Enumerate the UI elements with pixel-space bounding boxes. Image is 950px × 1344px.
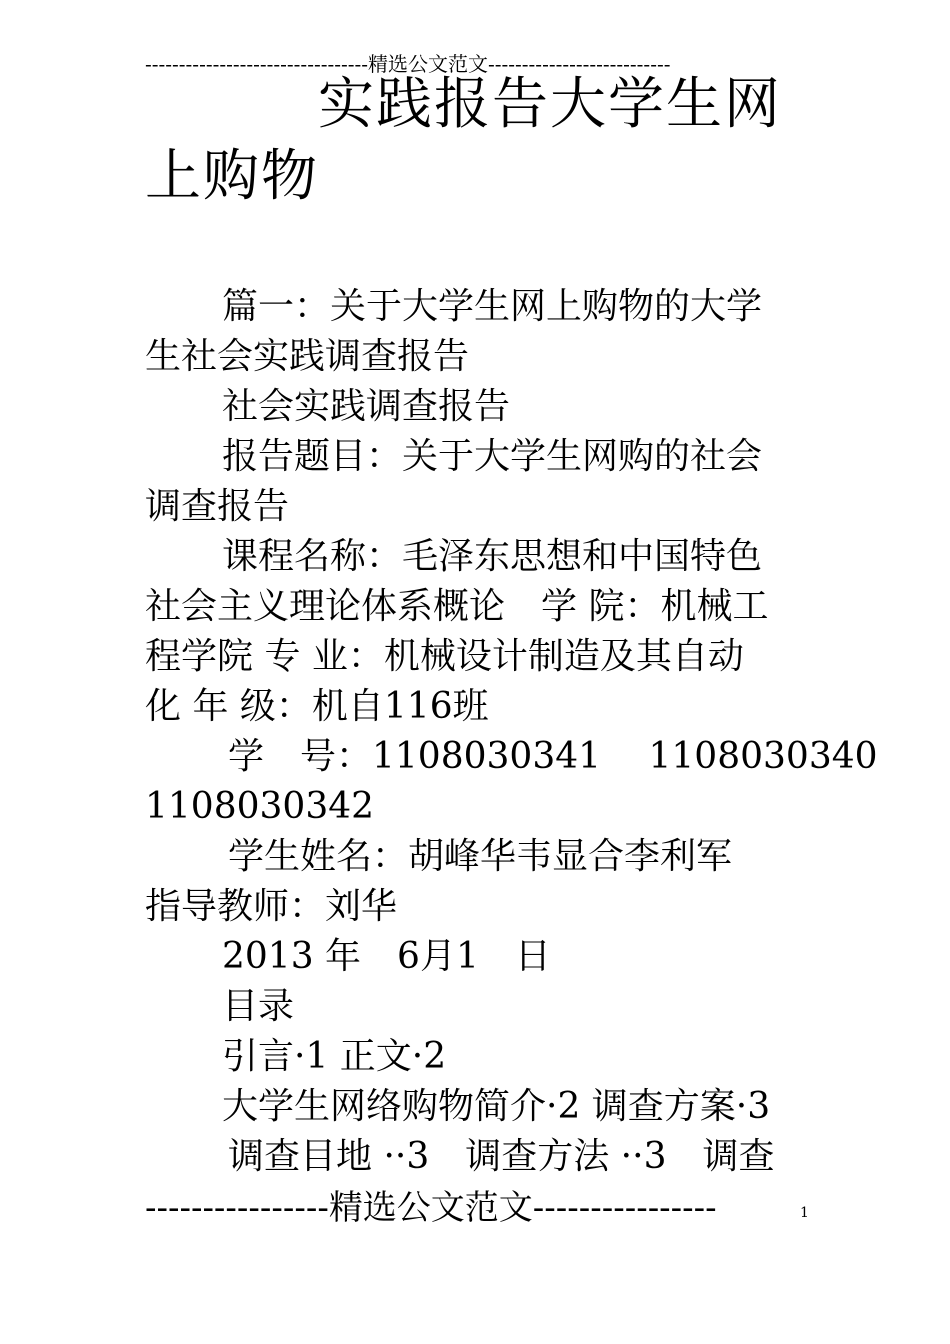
report-topic-line: 报告题目：关于大学生网购的社会 <box>222 436 763 477</box>
body-line: 社会实践调查报告 <box>222 386 511 427</box>
page-footer: ----------------精选公文范文---------------- <box>145 1188 717 1228</box>
body-line: 调查报告 <box>145 486 290 527</box>
advisor-line: 指导教师：刘华 <box>145 886 398 927</box>
date-line: 2013 年 6月1 日 <box>222 936 551 977</box>
body-line: 程学院 专 业：机械设计制造及其自动 <box>145 636 744 677</box>
body-line: 生社会实践调查报告 <box>145 336 470 377</box>
body-line: 1108030342 <box>145 786 375 827</box>
toc-line: 大学生网络购物简介·2 调查方案·3 <box>222 1086 771 1127</box>
body-line: 社会主义理论体系概论 学 院：机械工 <box>145 586 769 627</box>
body-line: 化 年 级：机自116班 <box>145 686 489 727</box>
student-id-line: 学 号：1108030341 1108030340 <box>228 736 878 777</box>
page-header: ---------------------------------精选公文范文--------------------------- <box>145 52 671 76</box>
toc-line: 引言·1 正文·2 <box>222 1036 447 1077</box>
page-number: 1 <box>800 1205 809 1221</box>
toc-line: 调查目地 ··3 调查方法 ··3 调查 <box>228 1136 775 1177</box>
section-heading: 篇一：关于大学生网上购物的大学 <box>222 286 763 327</box>
document-title-line-1: 实践报告大学生网 <box>318 72 782 137</box>
course-name-line: 课程名称：毛泽东思想和中国特色 <box>222 536 763 577</box>
toc-heading: 目录 <box>222 986 295 1027</box>
student-names-line: 学生姓名：胡峰华韦显合李利军 <box>228 836 733 877</box>
document-title-line-2: 上购物 <box>145 144 319 209</box>
